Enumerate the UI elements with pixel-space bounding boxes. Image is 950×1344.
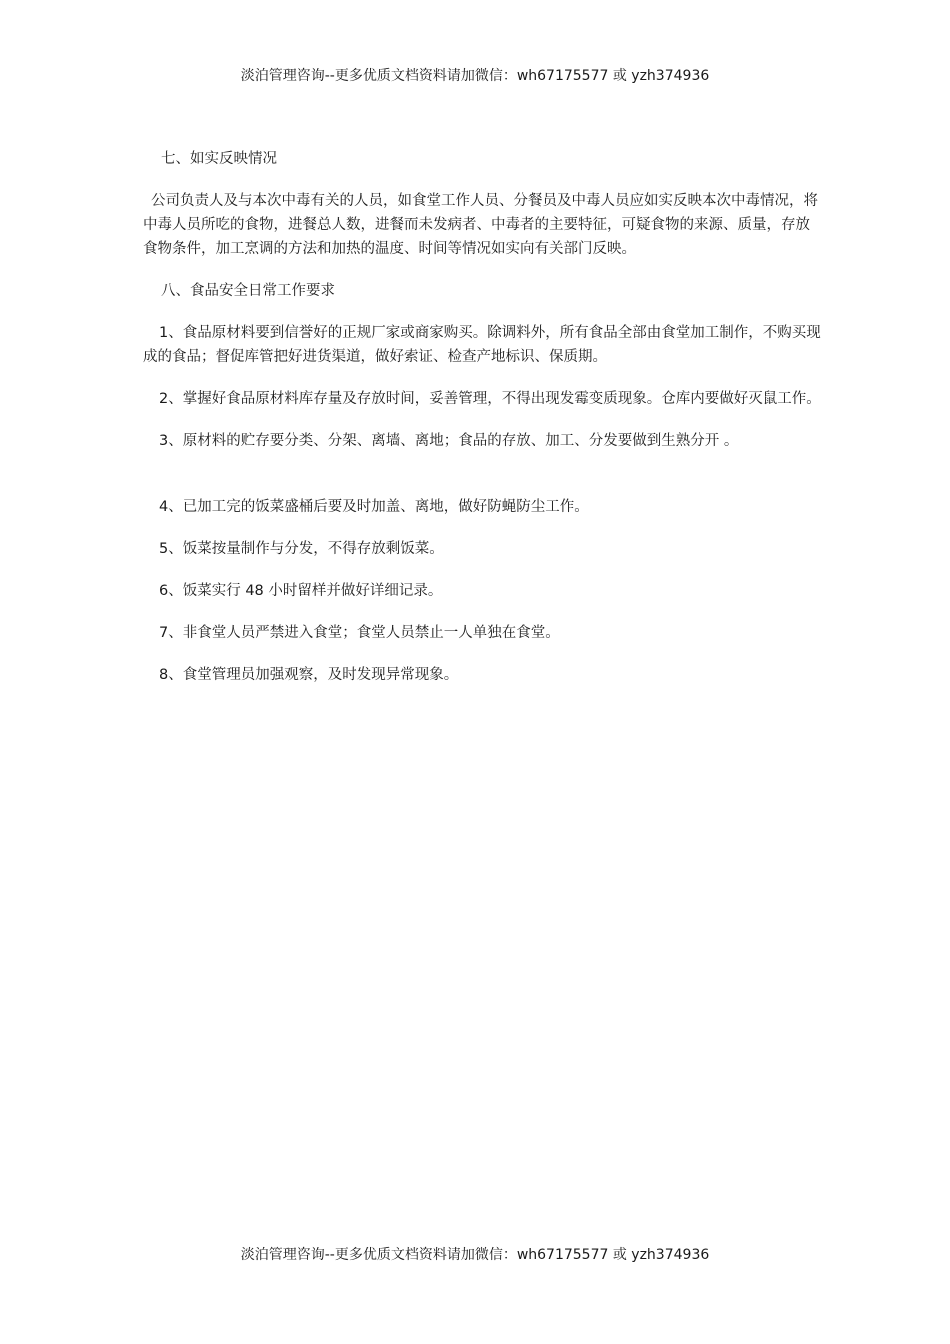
list-item-1: 1、食品原材料要到信誉好的正规厂家或商家购买。除调料外，所有食品全部由食堂加工制作，不购买现成的食品；督促库管把好进货渠道，做好索证、检查产地标识、保质期。 — [143, 325, 821, 365]
page-header: 淡泊管理咨询--更多优质文档资料请加微信：wh67175577 或 yzh374936 — [240, 68, 710, 84]
section-7-paragraph: 公司负责人及与本次中毒有关的人员，如食堂工作人员、分餐员及中毒人员应如实反映本次中毒情况，将中毒人员所吃的食物，进餐总人数，进餐而未发病者、中毒者的主要特征，可疑食物的来源、质量，存放食物条件，加工烹调的方法和加热的温度、时间等情况如实向有关部门反映。 — [143, 193, 818, 257]
list-item-5: 5、饭菜按量制作与分发，不得存放剩饭菜。 — [159, 541, 444, 557]
section-heading-8: 八、食品安全日常工作要求 — [161, 283, 335, 299]
list-item-2: 2、掌握好食品原材料库存量及存放时间，妥善管理，不得出现发霉变质现象。仓库内要做好灭鼠工作。 — [159, 391, 821, 407]
list-item-8: 8、食堂管理员加强观察，及时发现异常现象。 — [159, 667, 459, 683]
page-footer: 淡泊管理咨询--更多优质文档资料请加微信：wh67175577 或 yzh374936 — [240, 1247, 710, 1263]
list-item-6: 6、饭菜实行 48 小时留样并做好详细记录。 — [159, 583, 443, 599]
list-item-3: 3、原材料的贮存要分类、分架、离墙、离地；食品的存放、加工、分发要做到生熟分开 。 — [159, 433, 739, 449]
list-item-4: 4、已加工完的饭菜盛桶后要及时加盖、离地，做好防蝇防尘工作。 — [159, 499, 589, 515]
section-heading-7: 七、如实反映情况 — [161, 151, 277, 167]
list-item-7: 7、非食堂人员严禁进入食堂；食堂人员禁止一人单独在食堂。 — [159, 625, 560, 641]
document-body — [143, 147, 823, 705]
